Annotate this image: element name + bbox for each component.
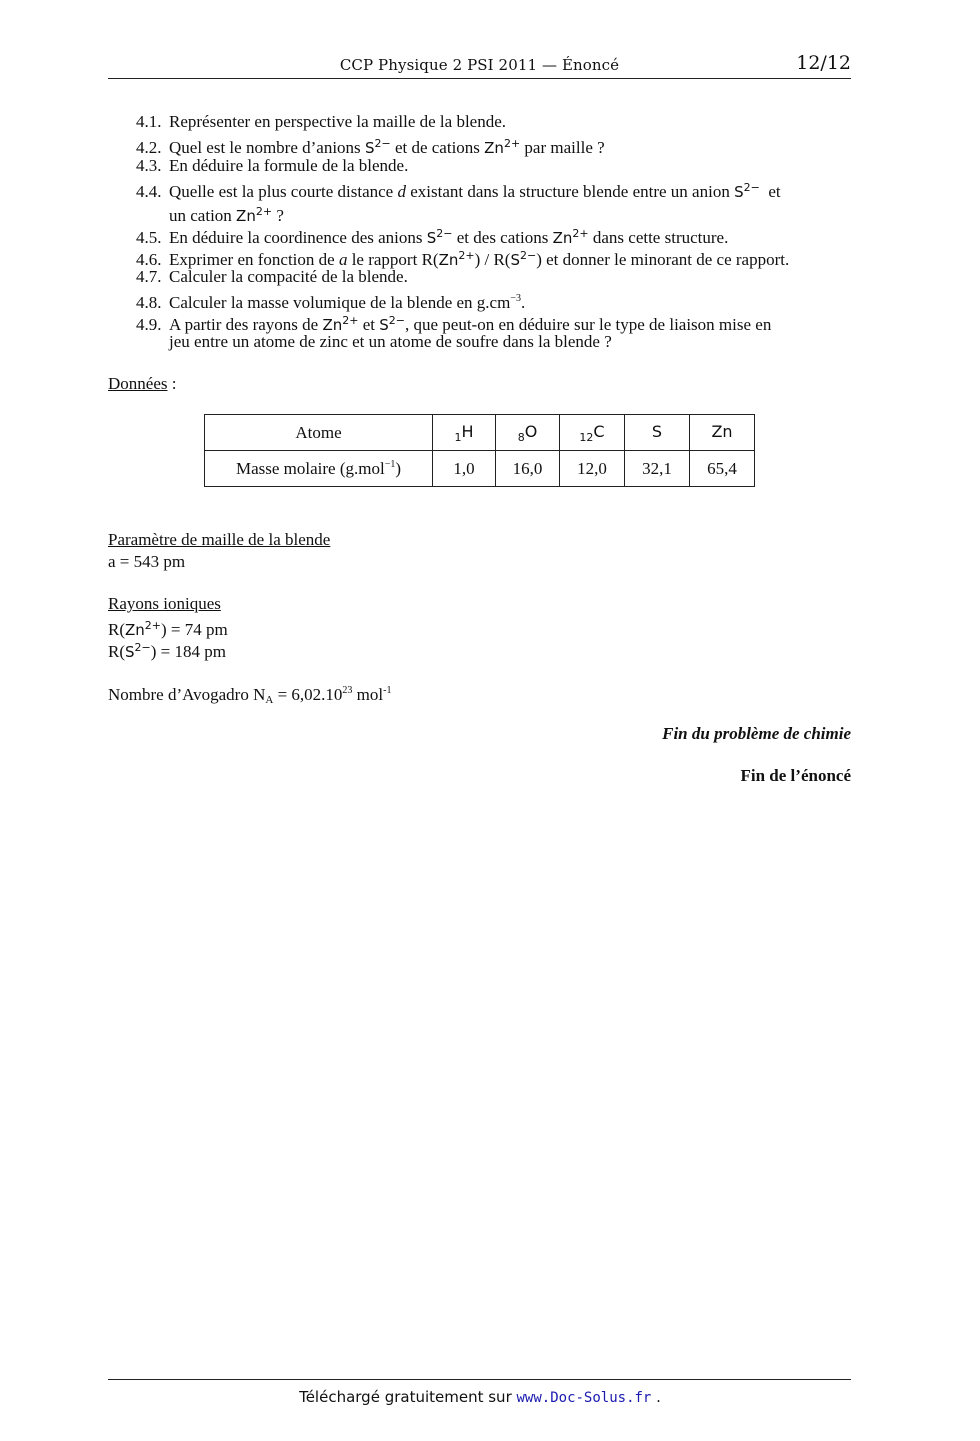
rayon-sulfide: $R(S^{2-}) = 184$ pm	[108, 641, 226, 661]
page-number: 12/12	[796, 52, 851, 74]
question-4-1: 4.1. Représenter en perspective la maille de la blende.	[136, 112, 507, 131]
table-cell-atom: $_8$O	[496, 415, 560, 451]
footer-divider	[108, 1379, 851, 1380]
maille-value: a = 543 pm	[108, 552, 186, 571]
question-4-6: 4.6. Exprimer en fonction de a le rapport $R(Zn^{2+}) / R(S^{2-})$ et donner le minorant de ce rapport.	[136, 249, 790, 269]
question-4-8: 4.8. Calculer la masse volumique de la blende en $g.cm^{-3}$.	[136, 293, 526, 312]
ion-zinc: $Zn^{2+}$	[438, 249, 475, 269]
table-cell-mass: 16,0	[496, 451, 560, 487]
footer-link[interactable]: www.Doc-Solus.fr	[516, 1390, 652, 1406]
table-header-masse: Masse molaire (g.mol$^{-1}$)	[205, 451, 433, 487]
table-cell-mass: 12,0	[560, 451, 625, 487]
molar-mass-table	[204, 414, 755, 487]
end-chemistry-problem: Fin du problème de chimie	[662, 724, 851, 743]
avogadro-constant: Nombre d’Avogadro $N_A = 6,02.10^{23}$ mol$^{-1}$	[108, 685, 392, 706]
ion-zinc: $Zn^{2+}$	[236, 205, 273, 225]
question-4-9-line2: jeu entre un atome de zinc et un atome de soufre dans la blende ?	[169, 332, 612, 351]
rayon-zinc: $R(Zn^{2+}) = 74$ pm	[108, 619, 228, 639]
ion-zinc: $Zn^{2+}$	[125, 619, 162, 639]
ion-sulfide: $S^{2-}$	[379, 314, 405, 334]
table-header-atome: Atome	[205, 415, 433, 451]
question-4-3: 4.3. En déduire la formule de la blende.	[136, 156, 409, 175]
question-4-9: 4.9. A partir des rayons de $Zn^{2+}$ et $S^{2-}$, que peut-on en déduire sur le type de liaison mise en jeu entre un atome de zinc et un atome de soufre dans la blende ?	[136, 314, 772, 351]
ion-zinc: $Zn^{2+}$	[322, 314, 359, 334]
table-cell-mass: 1,0	[433, 451, 496, 487]
ion-zinc: $Zn^{2+}$	[484, 137, 521, 157]
ion-sulfide: $S^{2-}$	[510, 249, 537, 269]
ion-zinc: $Zn^{2+}$	[552, 227, 589, 247]
ion-sulfide: $S^{2-}$	[364, 137, 391, 157]
rayons-heading: Rayons ioniques	[108, 594, 221, 613]
ion-sulfide: $S^{2-}$	[734, 181, 760, 201]
footer: Téléchargé gratuitement sur www.Doc-Solus.fr .	[299, 1388, 661, 1406]
maille-heading: Paramètre de maille de la blende	[108, 530, 331, 549]
question-4-4: 4.4. Quelle est la plus courte distance d existant dans la structure blende entre un anion $S^{2-}$ et un cation $Zn^{2+}$ ?	[136, 181, 781, 225]
table-cell-atom: Zn	[690, 415, 755, 451]
question-4-4-line2: un cation $Zn^{2+}$ ?	[169, 205, 284, 225]
end-statement: Fin de l’énoncé	[740, 766, 851, 785]
ion-sulfide: $S^{2-}$	[426, 227, 453, 247]
table-cell-mass: 65,4	[690, 451, 755, 487]
page-header	[108, 52, 851, 79]
donnees-label: Données :	[108, 374, 177, 393]
question-4-7: 4.7. Calculer la compacité de la blende.	[136, 267, 408, 286]
table-cell-atom: $_1$H	[433, 415, 496, 451]
table-cell-atom: $_{12}$C	[560, 415, 625, 451]
question-4-2: 4.2. Quel est le nombre d’anions $S^{2-}$ et de cations $Zn^{2+}$ par maille ?	[136, 137, 605, 157]
ion-sulfide: $S^{2-}$	[125, 641, 151, 661]
table-cell-mass: 32,1	[625, 451, 690, 487]
table-cell-atom: S	[625, 415, 690, 451]
table-row-atoms	[205, 415, 755, 451]
header-title: CCP Physique 2 PSI 2011 — Énoncé	[339, 56, 620, 74]
table-row-masses	[205, 451, 755, 487]
question-4-5: 4.5. En déduire la coordinence des anions $S^{2-}$ et des cations $Zn^{2+}$ dans cette structure.	[136, 227, 729, 247]
